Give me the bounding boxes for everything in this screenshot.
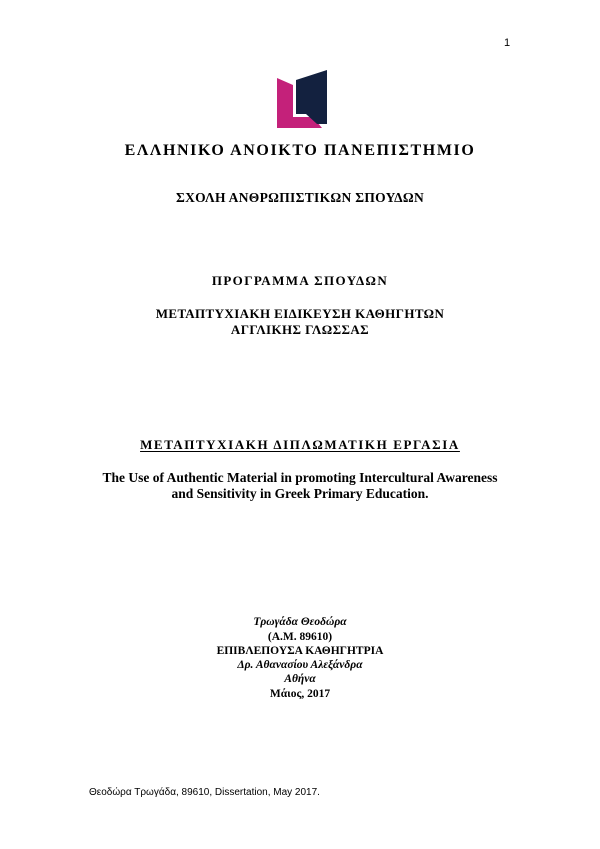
author-name: Τρωγάδα Θεοδώρα — [253, 616, 347, 628]
thesis-label: ΜΕΤΑΠΤΥΧΙΑΚΗ ΔΙΠΛΩΜΑΤΙΚΗ ΕΡΓΑΣΙΑ — [140, 437, 460, 452]
university-logo — [277, 70, 327, 128]
page-footer: Θεοδώρα Τρωγάδα, 89610, Dissertation, May 2017. — [89, 787, 320, 798]
city: Αθήνα — [284, 673, 316, 685]
specialization-line-2: ΑΓΓΛΙΚΗΣ ΓΛΩΣΣΑΣ — [230, 322, 370, 337]
page-number: 1 — [504, 37, 511, 49]
supervisor-label: ΕΠΙΒΛΕΠΟΥΣΑ ΚΑΘΗΓΗΤΡΙΑ — [216, 645, 384, 657]
programme-heading: ΠΡΟΓΡΑΜΜΑ ΣΠΟΥΔΩΝ — [211, 273, 389, 288]
school-name: ΣΧΟΛΗ ΑΝΘΡΩΠΙΣΤΙΚΩΝ ΣΠΟΥΔΩΝ — [175, 190, 424, 205]
submission-date: Μάιος, 2017 — [269, 688, 331, 700]
student-id: (Α.Μ. 89610) — [267, 631, 333, 643]
specialization-line-1: ΜΕΤΑΠΤΥΧΙΑΚΗ ΕΙΔΙΚΕΥΣΗ ΚΑΘΗΓΗΤΩΝ — [155, 306, 445, 321]
thesis-title-line-2: and Sensitivity in Greek Primary Education. — [171, 486, 429, 501]
logo-navy-shape — [296, 70, 327, 124]
thesis-title-line-1: The Use of Authentic Material in promoting Intercultural Awareness — [102, 470, 498, 485]
university-name: ΕΛΛΗΝΙΚΟ ΑΝΟΙΚΤΟ ΠΑΝΕΠΙΣΤΗΜΙΟ — [124, 142, 476, 159]
supervisor-name: Δρ. Αθανασίου Αλεξάνδρα — [237, 659, 363, 671]
